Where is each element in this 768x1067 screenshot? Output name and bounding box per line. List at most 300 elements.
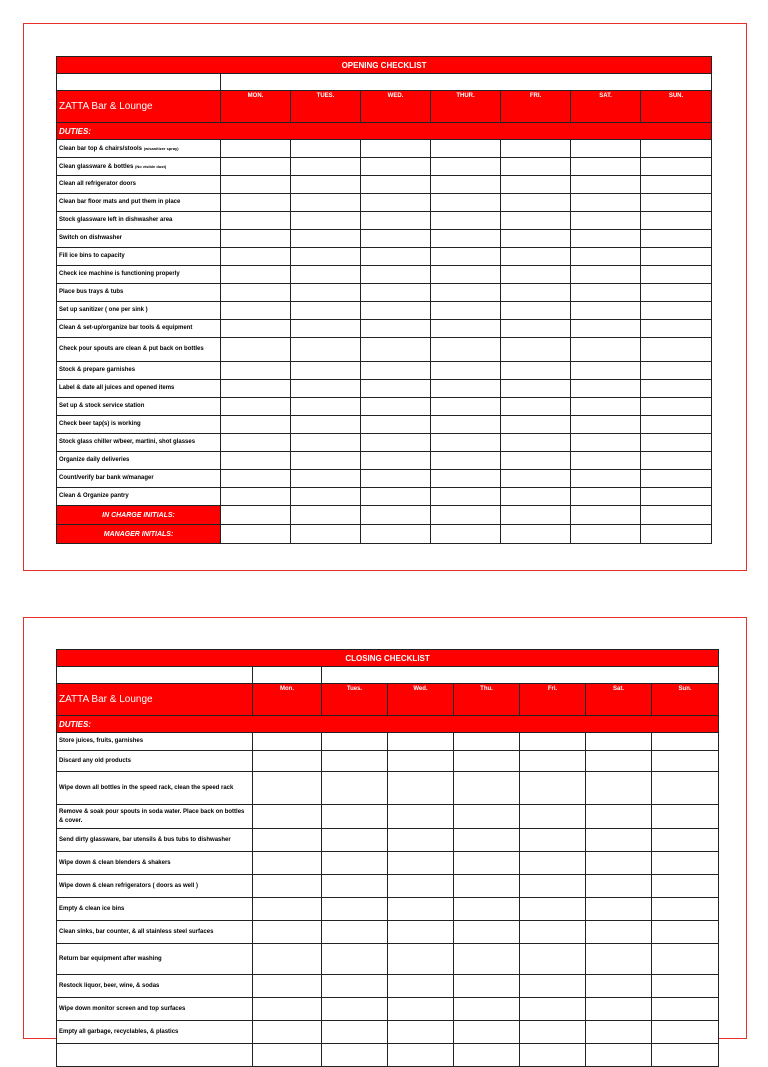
opening-task-row bbox=[57, 230, 712, 248]
checkbox-cell[interactable] bbox=[641, 338, 712, 362]
checkbox-cell[interactable] bbox=[322, 733, 388, 751]
checkbox-cell[interactable] bbox=[571, 320, 641, 338]
checkbox-cell[interactable] bbox=[221, 452, 291, 470]
checkbox-cell[interactable] bbox=[322, 875, 388, 898]
checkbox-cell[interactable] bbox=[431, 158, 501, 176]
checkbox-cell[interactable] bbox=[221, 212, 291, 230]
checkbox-cell[interactable] bbox=[520, 875, 586, 898]
checkbox-cell[interactable] bbox=[322, 975, 388, 998]
checkbox-cell[interactable] bbox=[501, 302, 571, 320]
opening-day-header: FRI. bbox=[501, 91, 571, 123]
checkbox-cell[interactable] bbox=[431, 380, 501, 398]
closing-task-text: Wipe down monitor screen and top surfaces bbox=[59, 1005, 186, 1012]
checkbox-cell[interactable] bbox=[361, 302, 431, 320]
checkbox-cell[interactable] bbox=[454, 805, 520, 829]
checkbox-cell[interactable] bbox=[431, 266, 501, 284]
checkbox-cell[interactable] bbox=[291, 416, 361, 434]
closing-blank-cell[interactable] bbox=[57, 667, 253, 684]
closing-task-row bbox=[57, 1044, 719, 1067]
checkbox-cell[interactable] bbox=[641, 380, 712, 398]
checkbox-cell[interactable] bbox=[571, 230, 641, 248]
checkbox-cell[interactable] bbox=[586, 875, 652, 898]
checkbox-cell[interactable] bbox=[221, 302, 291, 320]
checkbox-cell[interactable] bbox=[586, 998, 652, 1021]
checkbox-cell[interactable] bbox=[501, 338, 571, 362]
closing-task-row bbox=[57, 751, 719, 772]
checkbox-cell[interactable] bbox=[253, 805, 322, 829]
checkbox-cell[interactable] bbox=[571, 470, 641, 488]
closing-blank-cell[interactable] bbox=[322, 667, 719, 684]
checkbox-cell[interactable] bbox=[361, 416, 431, 434]
checkbox-cell[interactable] bbox=[571, 338, 641, 362]
opening-blank-cell[interactable] bbox=[221, 74, 712, 91]
checkbox-cell[interactable] bbox=[571, 176, 641, 194]
checkbox-cell[interactable] bbox=[291, 212, 361, 230]
checkbox-cell[interactable] bbox=[291, 194, 361, 212]
checkbox-cell[interactable] bbox=[322, 751, 388, 772]
checkbox-cell[interactable] bbox=[431, 362, 501, 380]
checkbox-cell[interactable] bbox=[571, 452, 641, 470]
opening-task-label bbox=[57, 266, 221, 284]
checkbox-cell[interactable] bbox=[322, 898, 388, 921]
checkbox-cell[interactable] bbox=[361, 176, 431, 194]
checkbox-cell[interactable] bbox=[361, 362, 431, 380]
checkbox-cell[interactable] bbox=[322, 852, 388, 875]
checkbox-cell[interactable] bbox=[221, 230, 291, 248]
checkbox-cell[interactable] bbox=[322, 829, 388, 852]
checkbox-cell[interactable] bbox=[221, 338, 291, 362]
checkbox-cell[interactable] bbox=[361, 434, 431, 452]
checkbox-cell[interactable] bbox=[361, 284, 431, 302]
closing-task-label bbox=[57, 852, 253, 875]
opening-task-text: Clean & Organize pantry bbox=[59, 493, 129, 499]
checkbox-cell[interactable] bbox=[641, 212, 712, 230]
checkbox-cell[interactable] bbox=[454, 898, 520, 921]
checkbox-cell[interactable] bbox=[291, 284, 361, 302]
checkbox-cell[interactable] bbox=[361, 140, 431, 158]
checkbox-cell[interactable] bbox=[501, 398, 571, 416]
checkbox-cell[interactable] bbox=[322, 805, 388, 829]
checkbox-cell[interactable] bbox=[501, 434, 571, 452]
checkbox-cell[interactable] bbox=[501, 158, 571, 176]
checkbox-cell[interactable] bbox=[571, 194, 641, 212]
checkbox-cell[interactable] bbox=[221, 140, 291, 158]
checkbox-cell[interactable] bbox=[431, 194, 501, 212]
opening-day-header: TUES. bbox=[291, 91, 361, 123]
checkbox-cell[interactable] bbox=[388, 898, 454, 921]
checkbox-cell[interactable] bbox=[586, 975, 652, 998]
checkbox-cell[interactable] bbox=[361, 398, 431, 416]
checkbox-cell[interactable] bbox=[221, 176, 291, 194]
closing-day-header: Wed. bbox=[388, 684, 454, 716]
checkbox-cell[interactable] bbox=[431, 230, 501, 248]
initials-cell[interactable] bbox=[501, 525, 571, 544]
checkbox-cell[interactable] bbox=[652, 975, 719, 998]
checkbox-cell[interactable] bbox=[501, 362, 571, 380]
checkbox-cell[interactable] bbox=[431, 416, 501, 434]
opening-task-row bbox=[57, 362, 712, 380]
checkbox-cell[interactable] bbox=[221, 488, 291, 506]
checkbox-cell[interactable] bbox=[322, 921, 388, 944]
checkbox-cell[interactable] bbox=[586, 852, 652, 875]
opening-task-text: Check pour spouts are clean & put back on bottles bbox=[59, 346, 204, 352]
initials-cell[interactable] bbox=[221, 525, 291, 544]
opening-task-text: Check beer tap(s) is working bbox=[59, 421, 141, 427]
checkbox-cell[interactable] bbox=[221, 416, 291, 434]
checkbox-cell[interactable] bbox=[388, 1044, 454, 1067]
closing-task-text: Store juices, fruits, garnishes bbox=[59, 738, 144, 744]
checkbox-cell[interactable] bbox=[454, 751, 520, 772]
checkbox-cell[interactable] bbox=[322, 944, 388, 975]
checkbox-cell[interactable] bbox=[501, 470, 571, 488]
checkbox-cell[interactable] bbox=[221, 284, 291, 302]
checkbox-cell[interactable] bbox=[641, 158, 712, 176]
checkbox-cell[interactable] bbox=[641, 362, 712, 380]
opening-task-text: Clean all refrigerator doors bbox=[59, 181, 137, 187]
closing-task-row bbox=[57, 829, 719, 852]
closing-blank-cell[interactable] bbox=[253, 667, 322, 684]
checkbox-cell[interactable] bbox=[652, 852, 719, 875]
checkbox-cell[interactable] bbox=[322, 1044, 388, 1067]
closing-task-label bbox=[57, 898, 253, 921]
checkbox-cell[interactable] bbox=[361, 488, 431, 506]
opening-task-row bbox=[57, 266, 712, 284]
initials-cell[interactable] bbox=[641, 506, 712, 525]
checkbox-cell[interactable] bbox=[571, 416, 641, 434]
checkbox-cell[interactable] bbox=[221, 398, 291, 416]
checkbox-cell[interactable] bbox=[361, 338, 431, 362]
checkbox-cell[interactable] bbox=[641, 470, 712, 488]
checkbox-cell[interactable] bbox=[652, 898, 719, 921]
opening-task-row bbox=[57, 212, 712, 230]
checkbox-cell[interactable] bbox=[571, 380, 641, 398]
checkbox-cell[interactable] bbox=[361, 230, 431, 248]
checkbox-cell[interactable] bbox=[388, 975, 454, 998]
closing-task-row bbox=[57, 944, 719, 975]
initials-cell[interactable] bbox=[361, 525, 431, 544]
checkbox-cell[interactable] bbox=[221, 320, 291, 338]
checkbox-cell[interactable] bbox=[454, 875, 520, 898]
checkbox-cell[interactable] bbox=[571, 434, 641, 452]
checkbox-cell[interactable] bbox=[431, 284, 501, 302]
checkbox-cell[interactable] bbox=[221, 158, 291, 176]
checkbox-cell[interactable] bbox=[501, 230, 571, 248]
closing-task-label bbox=[57, 875, 253, 898]
checkbox-cell[interactable] bbox=[454, 921, 520, 944]
checkbox-cell[interactable] bbox=[361, 320, 431, 338]
checkbox-cell[interactable] bbox=[501, 380, 571, 398]
checkbox-cell[interactable] bbox=[571, 362, 641, 380]
checkbox-cell[interactable] bbox=[501, 212, 571, 230]
closing-task-label bbox=[57, 975, 253, 998]
checkbox-cell[interactable] bbox=[291, 140, 361, 158]
checkbox-cell[interactable] bbox=[431, 452, 501, 470]
opening-task-text: Stock glass chiller w/beer, martini, shot glasses bbox=[59, 439, 196, 445]
closing-day-header: Fri. bbox=[520, 684, 586, 716]
checkbox-cell[interactable] bbox=[571, 248, 641, 266]
checkbox-cell[interactable] bbox=[520, 772, 586, 805]
checkbox-cell[interactable] bbox=[322, 998, 388, 1021]
checkbox-cell[interactable] bbox=[571, 140, 641, 158]
checkbox-cell[interactable] bbox=[641, 398, 712, 416]
checkbox-cell[interactable] bbox=[641, 176, 712, 194]
checkbox-cell[interactable] bbox=[291, 302, 361, 320]
checkbox-cell[interactable] bbox=[652, 805, 719, 829]
checkbox-cell[interactable] bbox=[361, 248, 431, 266]
checkbox-cell[interactable] bbox=[571, 488, 641, 506]
checkbox-cell[interactable] bbox=[501, 320, 571, 338]
checkbox-cell[interactable] bbox=[388, 733, 454, 751]
checkbox-cell[interactable] bbox=[388, 805, 454, 829]
checkbox-cell[interactable] bbox=[291, 176, 361, 194]
checkbox-cell[interactable] bbox=[520, 944, 586, 975]
initials-cell[interactable] bbox=[431, 525, 501, 544]
checkbox-cell[interactable] bbox=[431, 434, 501, 452]
checkbox-cell[interactable] bbox=[291, 488, 361, 506]
checkbox-cell[interactable] bbox=[291, 266, 361, 284]
checkbox-cell[interactable] bbox=[586, 829, 652, 852]
opening-day-header: THUR. bbox=[431, 91, 501, 123]
checkbox-cell[interactable] bbox=[388, 998, 454, 1021]
checkbox-cell[interactable] bbox=[431, 212, 501, 230]
checkbox-cell[interactable] bbox=[501, 452, 571, 470]
checkbox-cell[interactable] bbox=[221, 194, 291, 212]
opening-duties-label: DUTIES: bbox=[57, 123, 712, 140]
checkbox-cell[interactable] bbox=[388, 772, 454, 805]
checkbox-cell[interactable] bbox=[454, 975, 520, 998]
checkbox-cell[interactable] bbox=[431, 488, 501, 506]
opening-task-label bbox=[57, 488, 221, 506]
initials-cell[interactable] bbox=[571, 525, 641, 544]
checkbox-cell[interactable] bbox=[586, 751, 652, 772]
closing-task-row bbox=[57, 975, 719, 998]
checkbox-cell[interactable] bbox=[652, 998, 719, 1021]
closing-checklist-table bbox=[56, 649, 719, 1067]
checkbox-cell[interactable] bbox=[520, 751, 586, 772]
checkbox-cell[interactable] bbox=[641, 284, 712, 302]
initials-cell[interactable] bbox=[501, 506, 571, 525]
checkbox-cell[interactable] bbox=[253, 975, 322, 998]
checkbox-cell[interactable] bbox=[253, 751, 322, 772]
checkbox-cell[interactable] bbox=[571, 302, 641, 320]
initials-cell[interactable] bbox=[571, 506, 641, 525]
checkbox-cell[interactable] bbox=[520, 998, 586, 1021]
checkbox-cell[interactable] bbox=[571, 284, 641, 302]
checkbox-cell[interactable] bbox=[501, 248, 571, 266]
opening-task-row bbox=[57, 158, 712, 176]
checkbox-cell[interactable] bbox=[221, 248, 291, 266]
checkbox-cell[interactable] bbox=[641, 452, 712, 470]
checkbox-cell[interactable] bbox=[388, 875, 454, 898]
checkbox-cell[interactable] bbox=[291, 434, 361, 452]
checkbox-cell[interactable] bbox=[322, 772, 388, 805]
checkbox-cell[interactable] bbox=[431, 470, 501, 488]
checkbox-cell[interactable] bbox=[388, 944, 454, 975]
checkbox-cell[interactable] bbox=[253, 944, 322, 975]
checkbox-cell[interactable] bbox=[641, 266, 712, 284]
checkbox-cell[interactable] bbox=[431, 338, 501, 362]
checkbox-cell[interactable] bbox=[501, 488, 571, 506]
initials-cell[interactable] bbox=[291, 525, 361, 544]
checkbox-cell[interactable] bbox=[291, 230, 361, 248]
opening-day-header: SUN. bbox=[641, 91, 712, 123]
checkbox-cell[interactable] bbox=[641, 194, 712, 212]
checkbox-cell[interactable] bbox=[454, 1044, 520, 1067]
checkbox-cell[interactable] bbox=[520, 829, 586, 852]
opening-task-label bbox=[57, 452, 221, 470]
opening-task-label bbox=[57, 302, 221, 320]
initials-cell[interactable] bbox=[361, 506, 431, 525]
checkbox-cell[interactable] bbox=[586, 944, 652, 975]
checkbox-cell[interactable] bbox=[361, 380, 431, 398]
checkbox-cell[interactable] bbox=[641, 320, 712, 338]
closing-task-label bbox=[57, 921, 253, 944]
checkbox-cell[interactable] bbox=[388, 852, 454, 875]
opening-venue-name: ZATTA Bar & Lounge bbox=[57, 91, 221, 123]
initials-cell[interactable] bbox=[291, 506, 361, 525]
closing-task-label bbox=[57, 829, 253, 852]
checkbox-cell[interactable] bbox=[291, 362, 361, 380]
opening-task-label bbox=[57, 212, 221, 230]
checkbox-cell[interactable] bbox=[501, 194, 571, 212]
checkbox-cell[interactable] bbox=[520, 1044, 586, 1067]
opening-blank-cell[interactable] bbox=[57, 74, 221, 91]
checkbox-cell[interactable] bbox=[641, 230, 712, 248]
checkbox-cell[interactable] bbox=[253, 898, 322, 921]
checkbox-cell[interactable] bbox=[221, 266, 291, 284]
checkbox-cell[interactable] bbox=[652, 733, 719, 751]
checkbox-cell[interactable] bbox=[253, 733, 322, 751]
checkbox-cell[interactable] bbox=[454, 772, 520, 805]
checkbox-cell[interactable] bbox=[253, 829, 322, 852]
checkbox-cell[interactable] bbox=[291, 470, 361, 488]
checkbox-cell[interactable] bbox=[641, 488, 712, 506]
checkbox-cell[interactable] bbox=[431, 248, 501, 266]
checkbox-cell[interactable] bbox=[388, 921, 454, 944]
checkbox-cell[interactable] bbox=[221, 470, 291, 488]
checkbox-cell[interactable] bbox=[652, 944, 719, 975]
checkbox-cell[interactable] bbox=[431, 320, 501, 338]
checkbox-cell[interactable] bbox=[571, 158, 641, 176]
checkbox-cell[interactable] bbox=[652, 772, 719, 805]
checkbox-cell[interactable] bbox=[388, 751, 454, 772]
checkbox-cell[interactable] bbox=[571, 266, 641, 284]
checkbox-cell[interactable] bbox=[221, 362, 291, 380]
checkbox-cell[interactable] bbox=[454, 944, 520, 975]
checkbox-cell[interactable] bbox=[291, 380, 361, 398]
opening-task-label bbox=[57, 338, 221, 362]
checkbox-cell[interactable] bbox=[431, 302, 501, 320]
checkbox-cell[interactable] bbox=[431, 398, 501, 416]
checkbox-cell[interactable] bbox=[520, 852, 586, 875]
checkbox-cell[interactable] bbox=[431, 140, 501, 158]
checkbox-cell[interactable] bbox=[652, 829, 719, 852]
checkbox-cell[interactable] bbox=[571, 398, 641, 416]
checkbox-cell[interactable] bbox=[361, 452, 431, 470]
checkbox-cell[interactable] bbox=[253, 852, 322, 875]
checkbox-cell[interactable] bbox=[501, 266, 571, 284]
opening-task-row bbox=[57, 248, 712, 266]
checkbox-cell[interactable] bbox=[454, 733, 520, 751]
checkbox-cell[interactable] bbox=[586, 1044, 652, 1067]
checkbox-cell[interactable] bbox=[501, 416, 571, 434]
checkbox-cell[interactable] bbox=[586, 733, 652, 751]
closing-task-text: Empty & clean ice bins bbox=[59, 905, 125, 912]
checkbox-cell[interactable] bbox=[253, 998, 322, 1021]
checkbox-cell[interactable] bbox=[641, 434, 712, 452]
checkbox-cell[interactable] bbox=[520, 921, 586, 944]
checkbox-cell[interactable] bbox=[253, 1044, 322, 1067]
checkbox-cell[interactable] bbox=[501, 284, 571, 302]
checkbox-cell[interactable] bbox=[652, 875, 719, 898]
checkbox-cell[interactable] bbox=[454, 998, 520, 1021]
checkbox-cell[interactable] bbox=[652, 1044, 719, 1067]
checkbox-cell[interactable] bbox=[291, 320, 361, 338]
checkbox-cell[interactable] bbox=[586, 772, 652, 805]
checkbox-cell[interactable] bbox=[221, 434, 291, 452]
checkbox-cell[interactable] bbox=[652, 921, 719, 944]
checkbox-cell[interactable] bbox=[520, 805, 586, 829]
checkbox-cell[interactable] bbox=[641, 140, 712, 158]
opening-task-label bbox=[57, 194, 221, 212]
opening-task-row bbox=[57, 176, 712, 194]
opening-task-label bbox=[57, 284, 221, 302]
checkbox-cell[interactable] bbox=[253, 772, 322, 805]
checkbox-cell[interactable] bbox=[291, 452, 361, 470]
checkbox-cell[interactable] bbox=[501, 140, 571, 158]
checkbox-cell[interactable] bbox=[520, 975, 586, 998]
checkbox-cell[interactable] bbox=[291, 158, 361, 176]
checkbox-cell[interactable] bbox=[520, 733, 586, 751]
closing-task-row bbox=[57, 733, 719, 751]
checkbox-cell[interactable] bbox=[361, 158, 431, 176]
initials-cell[interactable] bbox=[221, 506, 291, 525]
checkbox-cell[interactable] bbox=[361, 470, 431, 488]
checkbox-cell[interactable] bbox=[291, 338, 361, 362]
checkbox-cell[interactable] bbox=[652, 751, 719, 772]
checkbox-cell[interactable] bbox=[291, 248, 361, 266]
checkbox-cell[interactable] bbox=[253, 875, 322, 898]
opening-task-list bbox=[57, 140, 712, 506]
checkbox-cell[interactable] bbox=[641, 416, 712, 434]
opening-task-note: (w/sanitizer spray) bbox=[143, 145, 179, 151]
checkbox-cell[interactable] bbox=[388, 829, 454, 852]
checkbox-cell[interactable] bbox=[641, 248, 712, 266]
checkbox-cell[interactable] bbox=[571, 212, 641, 230]
checkbox-cell[interactable] bbox=[361, 212, 431, 230]
closing-task-text: Remove & soak pour spouts in soda water. Place back on bottles & cover. bbox=[59, 808, 245, 824]
checkbox-cell[interactable] bbox=[586, 805, 652, 829]
closing-task-label bbox=[57, 805, 253, 829]
checkbox-cell[interactable] bbox=[501, 176, 571, 194]
checkbox-cell[interactable] bbox=[361, 266, 431, 284]
initials-cell[interactable] bbox=[641, 525, 712, 544]
checkbox-cell[interactable] bbox=[454, 852, 520, 875]
checkbox-cell[interactable] bbox=[641, 302, 712, 320]
checkbox-cell[interactable] bbox=[586, 921, 652, 944]
closing-task-text: Wipe down all bottles in the speed rack, clean the speed rack bbox=[59, 784, 234, 791]
checkbox-cell[interactable] bbox=[520, 898, 586, 921]
checkbox-cell[interactable] bbox=[361, 194, 431, 212]
checkbox-cell[interactable] bbox=[431, 176, 501, 194]
checkbox-cell[interactable] bbox=[291, 398, 361, 416]
checkbox-cell[interactable] bbox=[221, 380, 291, 398]
initials-cell[interactable] bbox=[431, 506, 501, 525]
checkbox-cell[interactable] bbox=[586, 898, 652, 921]
checkbox-cell[interactable] bbox=[253, 921, 322, 944]
opening-task-text: Check ice machine is functioning properly bbox=[59, 271, 180, 277]
checkbox-cell[interactable] bbox=[454, 829, 520, 852]
